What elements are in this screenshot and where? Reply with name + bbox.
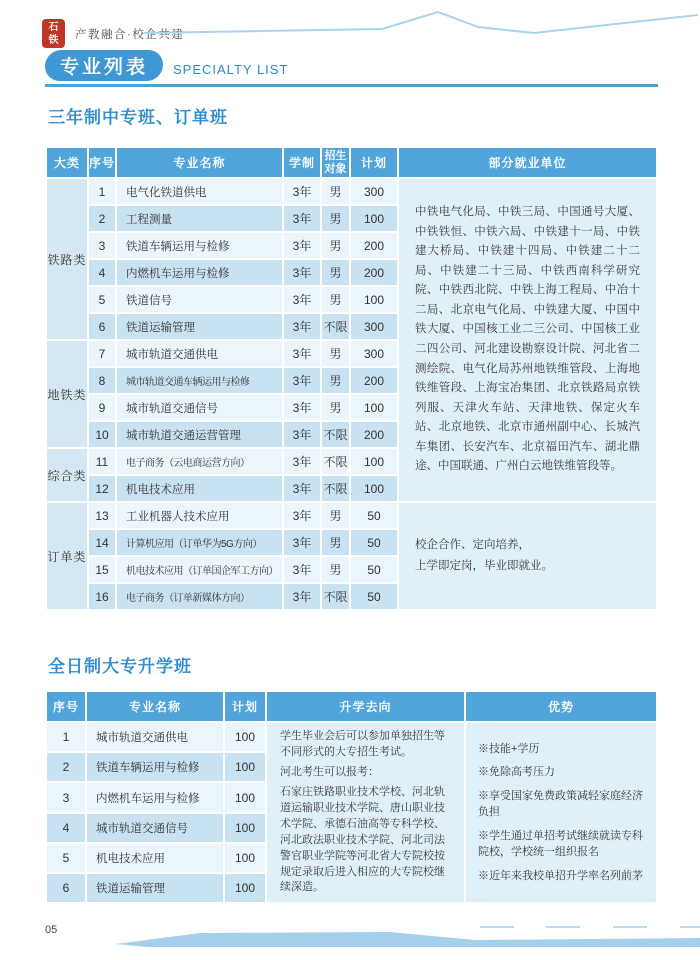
row-number: 3 xyxy=(89,233,115,258)
plan-count: 100 xyxy=(225,874,265,902)
school-seal-logo xyxy=(42,19,65,48)
specialty-table xyxy=(45,146,658,611)
row-number: 6 xyxy=(47,874,85,902)
row-number: 1 xyxy=(47,723,85,751)
advantage-item: ※近年来我校单招升学率名列前茅 xyxy=(478,869,643,882)
major-name: 机电技术应用 xyxy=(117,476,282,501)
destination-cell xyxy=(267,723,464,902)
row-number: 5 xyxy=(47,844,85,872)
duration: 3年 xyxy=(284,557,320,582)
major-name: 工程测量 xyxy=(117,206,282,231)
plan-count: 100 xyxy=(351,395,397,420)
duration: 3年 xyxy=(284,368,320,393)
major-name: 城市轨道交通信号 xyxy=(117,395,282,420)
row-number: 6 xyxy=(89,314,115,339)
zigzag-line-decoration xyxy=(142,6,700,40)
col-header-years: 学制 xyxy=(284,148,320,177)
admission-target: 男 xyxy=(322,503,349,528)
plan-count: 50 xyxy=(351,530,397,555)
duration: 3年 xyxy=(284,233,320,258)
major-name: 铁道运输管理 xyxy=(117,314,282,339)
advantages-cell xyxy=(466,723,656,902)
col-header-advantage: 优势 xyxy=(466,692,656,721)
row-number: 9 xyxy=(89,395,115,420)
plan-count: 200 xyxy=(351,233,397,258)
admission-target: 男 xyxy=(322,395,349,420)
plan-count: 50 xyxy=(351,503,397,528)
row-number: 15 xyxy=(89,557,115,582)
table-row xyxy=(47,503,656,528)
order-benefit-line2: 上学即定岗，毕业即就业。 xyxy=(415,560,553,572)
row-number: 13 xyxy=(89,503,115,528)
admission-target: 男 xyxy=(322,233,349,258)
row-number: 14 xyxy=(89,530,115,555)
plan-count: 200 xyxy=(351,368,397,393)
advancement-table xyxy=(45,690,658,904)
col-header-employers: 部分就业单位 xyxy=(399,148,656,177)
major-name: 城市轨道交通供电 xyxy=(117,341,282,366)
major-name: 内燃机车运用与检修 xyxy=(117,260,282,285)
plan-count: 300 xyxy=(351,179,397,204)
header-divider-rule xyxy=(45,84,658,87)
row-number: 4 xyxy=(47,814,85,842)
plan-count: 50 xyxy=(351,557,397,582)
duration: 3年 xyxy=(284,341,320,366)
row-number: 1 xyxy=(89,179,115,204)
duration: 3年 xyxy=(284,584,320,609)
major-name: 城市轨道交通供电 xyxy=(87,723,223,751)
category-cell: 铁路类 xyxy=(47,179,87,339)
major-name: 铁道车辆运用与检修 xyxy=(117,233,282,258)
col-header-target: 招生对象 xyxy=(322,148,349,177)
advantage-item: ※享受国家免费政策减轻家庭经济负担 xyxy=(478,789,643,819)
plan-count: 100 xyxy=(225,723,265,751)
duration: 3年 xyxy=(284,476,320,501)
plan-count: 300 xyxy=(351,314,397,339)
plan-count: 200 xyxy=(351,260,397,285)
seal-char-top: 石 xyxy=(48,22,59,33)
row-number: 16 xyxy=(89,584,115,609)
plan-count: 100 xyxy=(351,206,397,231)
major-name: 铁道信号 xyxy=(117,287,282,312)
seal-char-bottom: 铁 xyxy=(48,35,59,46)
duration: 3年 xyxy=(284,503,320,528)
category-cell: 综合类 xyxy=(47,449,87,501)
row-number: 8 xyxy=(89,368,115,393)
row-number: 4 xyxy=(89,260,115,285)
category-cell: 订单类 xyxy=(47,503,87,609)
admission-target: 男 xyxy=(322,530,349,555)
duration: 3年 xyxy=(284,530,320,555)
col-header-no: 序号 xyxy=(47,692,85,721)
admission-target: 男 xyxy=(322,179,349,204)
col-header-plan: 计划 xyxy=(225,692,265,721)
row-number: 2 xyxy=(47,753,85,781)
duration: 3年 xyxy=(284,449,320,474)
admission-target: 不限 xyxy=(322,449,349,474)
footer-wave-decoration xyxy=(0,916,700,956)
plan-count: 300 xyxy=(351,341,397,366)
duration: 3年 xyxy=(284,314,320,339)
header-slogan: 产教融合·校企共建 xyxy=(75,29,185,41)
col-header-major: 专业名称 xyxy=(117,148,282,177)
destination-paragraph: 石家庄铁路职业技术学校、河北轨道运输职业技术学院、唐山职业技术学院、承德石油高等专科学校、河北政法职业技术学院、河北司法警官职业学院等河北省大专院校按规定录取后进入相应的大专院校继续深造。 xyxy=(280,785,445,894)
plan-count: 100 xyxy=(225,753,265,781)
plan-count: 100 xyxy=(225,844,265,872)
major-name: 机电技术应用（订单国企军工方向） xyxy=(117,557,282,582)
specialty-list-badge xyxy=(43,50,164,81)
col-header-plan: 计划 xyxy=(351,148,397,177)
plan-count: 100 xyxy=(351,287,397,312)
row-number: 10 xyxy=(89,422,115,447)
category-cell: 地铁类 xyxy=(47,341,87,447)
major-name: 电子商务（云电商运营方向） xyxy=(117,449,282,474)
row-number: 3 xyxy=(47,783,85,811)
major-name: 工业机器人技术应用 xyxy=(117,503,282,528)
page-number: 05 xyxy=(45,924,58,936)
duration: 3年 xyxy=(284,179,320,204)
major-name: 铁道车辆运用与检修 xyxy=(87,753,223,781)
badge-label: 专业列表 xyxy=(59,57,148,78)
row-number: 5 xyxy=(89,287,115,312)
admission-target: 男 xyxy=(322,557,349,582)
advantage-item: ※学生通过单招考试继续就读专科院校，学校统一组织报名 xyxy=(478,829,643,859)
admission-target: 男 xyxy=(322,260,349,285)
table-row xyxy=(47,179,656,204)
admission-target: 不限 xyxy=(322,584,349,609)
col-header-category: 大类 xyxy=(47,148,87,177)
admission-target: 男 xyxy=(322,368,349,393)
major-name: 电子商务（订单新媒体方向） xyxy=(117,584,282,609)
col-header-major: 专业名称 xyxy=(87,692,223,721)
employers-cell: 中铁电气化局、中铁三局、中国通号大厦、中铁铁恒、中铁六局、中铁建十一局、中铁建大桥局、中铁建十四局、中铁建二十二局、中铁建二十三局、中铁西南科学研究院、中铁西北院、中铁上海工程局、中冶十二局、北京电气化局、中铁建大厦、中国中铁大厦、中国核工业二三公司、中国核工业二四公司、河北建设勘察设计院、河北省二测绘院、电气化局苏州地铁维管段、上海地铁维管段、上海宝冶集团、北京铁路局京铁列服、天津火车站、天津地铁、保定火车站、北京地铁、北京市通州副中心、长城汽车集团、长安汽车、北京福田汽车、湖北鼎途、中国联通、广州白云地铁维管段等。 xyxy=(399,179,656,501)
col-header-no: 序号 xyxy=(89,148,115,177)
destination-paragraph: 学生毕业会后可以参加单独招生等不同形式的大专招生考试。 xyxy=(280,730,445,758)
section2-title: 全日制大专升学班 xyxy=(48,657,192,676)
order-benefit-cell xyxy=(399,503,656,609)
plan-count: 100 xyxy=(351,476,397,501)
duration: 3年 xyxy=(284,422,320,447)
col-header-destination: 升学去向 xyxy=(267,692,464,721)
duration: 3年 xyxy=(284,395,320,420)
destination-paragraph: 河北考生可以报考： xyxy=(280,765,379,778)
table-row xyxy=(47,723,656,751)
major-name: 电气化铁道供电 xyxy=(117,179,282,204)
row-number: 12 xyxy=(89,476,115,501)
major-name: 城市轨道交通信号 xyxy=(87,814,223,842)
admission-target: 不限 xyxy=(322,314,349,339)
duration: 3年 xyxy=(284,260,320,285)
admission-target: 男 xyxy=(322,287,349,312)
major-name: 城市轨道交通车辆运用与检修 xyxy=(117,368,282,393)
duration: 3年 xyxy=(284,206,320,231)
plan-count: 100 xyxy=(351,449,397,474)
duration: 3年 xyxy=(284,287,320,312)
row-number: 2 xyxy=(89,206,115,231)
order-benefit-line1: 校企合作、定向培养， xyxy=(415,539,530,552)
advantage-item: ※免除高考压力 xyxy=(478,766,555,779)
plan-count: 100 xyxy=(225,814,265,842)
major-name: 机电技术应用 xyxy=(87,844,223,872)
major-name: 铁道运输管理 xyxy=(87,874,223,902)
table2-header-row xyxy=(47,692,656,721)
badge-subtitle-en: SPECIALTY LIST xyxy=(173,62,289,77)
section1-title: 三年制中专班、订单班 xyxy=(48,108,228,127)
admission-target: 男 xyxy=(322,206,349,231)
admission-target: 不限 xyxy=(322,476,349,501)
advantage-item: ※技能+学历 xyxy=(478,742,540,755)
plan-count: 50 xyxy=(351,584,397,609)
plan-count: 200 xyxy=(351,422,397,447)
admission-target: 男 xyxy=(322,341,349,366)
admission-target: 不限 xyxy=(322,422,349,447)
table1-header-row xyxy=(47,148,656,177)
plan-count: 100 xyxy=(225,783,265,811)
row-number: 7 xyxy=(89,341,115,366)
major-name: 计算机应用（订单华为5G方向） xyxy=(117,530,282,555)
row-number: 11 xyxy=(89,449,115,474)
major-name: 城市轨道交通运营管理 xyxy=(117,422,282,447)
major-name: 内燃机车运用与检修 xyxy=(87,783,223,811)
